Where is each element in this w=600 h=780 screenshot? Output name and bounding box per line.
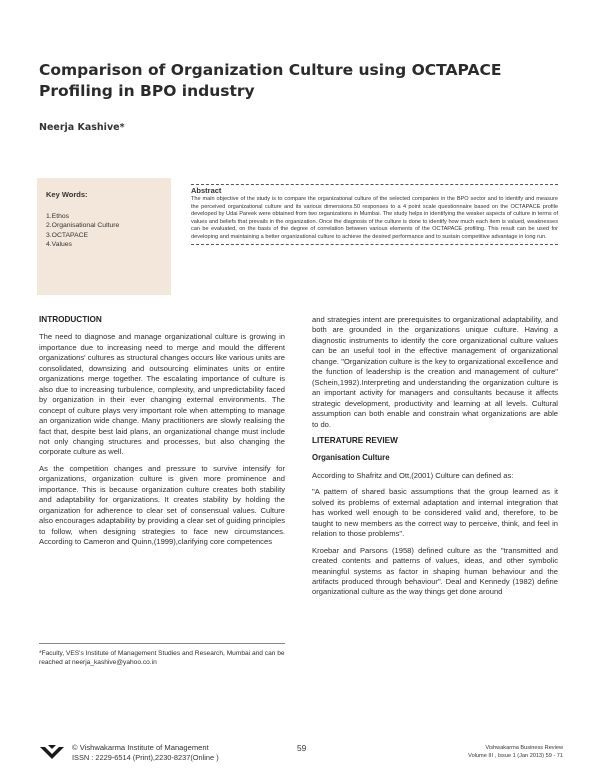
footer-volume-issue: Volume III , Issue 1 (Jan 2013) 59 - 71 [468, 753, 563, 759]
body-paragraph: "A pattern of shared basic assumptions that the group learned as it solved its problems of external adaptation and internal integration that has worked well enough to be considered valid and, therefore, to be taught to new members as the correct way to perceive, think, and feel in relation to those problems". [312, 487, 558, 539]
keyword-item: 3.OCTAPACE [46, 231, 89, 239]
body-paragraph: Kroebar and Parsons (1958) defined culture as the "transmitted and created contents and patterns of values, ideas, and other symbolic meaningful systems as factor in shaping human behaviour and the artifacts produced through behaviour". Deal and Kennedy (1982) define organizational culture as the way things get done around [312, 545, 558, 597]
keywords-heading: Key Words: [46, 190, 88, 199]
keyword-item: 4.Values [46, 241, 72, 249]
body-paragraph: The need to diagnose and manage organizational culture is growing in importance due to increasing need to merge and mould the different organizations' cultures as structural changes occurs like various units are consolidated, downsizing and outsourcing eliminates units or entire organizations merge together. The escalating importance of culture is also due to increasing turbulence, complexity, and unpredictability faced by organization in their ever changing external environments. The concept of culture plays very important role when attempting to manage an organization wide change. Many practitioners are slowly realising the fact that, despite best laid plans, an organizational change must include not only changing structures and processes, but also changing the corporate culture as well. [39, 332, 285, 457]
footnote-rule [39, 643, 285, 644]
footnote [39, 643, 285, 667]
footer-journal-name: Vishwakarma Business Review [485, 745, 563, 751]
keywords-box [37, 178, 171, 295]
footer-organization: © Vishwakarma Institute of Management [72, 743, 209, 752]
author-name: Neerja Kashive* [39, 122, 125, 133]
keyword-item: 2.Organisational Culture [46, 222, 120, 230]
page-footer [0, 737, 600, 777]
institute-logo-icon [39, 743, 65, 761]
right-column [312, 315, 558, 604]
footer-issn: ISSN : 2229-6514 (Print),2230-8237(Online ) [72, 753, 219, 762]
abstract-bottom-rule [191, 244, 558, 245]
introduction-heading: INTRODUCTION [39, 315, 102, 324]
footnote-text: *Faculty, VES's Institute of Management Studies and Research, Mumbai and can be reached at neerja_kashive@yahoo.co.in [39, 650, 285, 666]
abstract-heading: Abstract [191, 186, 222, 195]
abstract-top-rule [191, 184, 558, 185]
paper-title: Comparison of Organization Culture using OCTAPACE Profiling in BPO industry [39, 61, 502, 100]
keyword-item: 1.Ethos [46, 213, 70, 220]
page-number: 59 [297, 743, 307, 753]
abstract-section [191, 184, 558, 245]
left-column [39, 315, 285, 554]
abstract-text: The main objective of the study is to compare the organizational culture of the selected companies in the BPO sector and to identify and measure the perceived organizational culture and its various dimensions.50 responses to a 4 point scale questionnaire based on the OCTAPACE profile developed by Udai Pareek were obtained from two organizations in Mumbai. The study helps in identifying the weaker aspects of culture in terms of values and beliefs that prevails in the organization. Once the diagnosis of the culture is done to identify how much each item is valued, weaknesses can be evaluated, on the basis of the degree of correlation between various elements of the OCTAPACE profiling. This result can be used for developing and maintaining a better organizational culture to achieve the desired performance and to sustain competitive advantage in long run. [191, 196, 558, 240]
literature-review-heading: LITERATURE REVIEW [312, 435, 398, 445]
keywords-list [46, 212, 171, 250]
body-paragraph: As the competition changes and pressure to survive intensify for organizations, organization culture is given more prominence and importance. This is because organization culture creates both stability and adaptability for organizations. It creates stability by holding the organization for adherence to clear set of consensual values. Culture also encourages adaptability by providing a clear set of guiding principles to follow, when designing strategies to face new circumstances. According to Cameron and Quinn,(1999),clarifying core competences [39, 463, 285, 547]
body-paragraph: and strategies intent are prerequisites to organizational adaptability, and both are grounded in the organizations unique culture. Having a diagnostic instruments to identify the core organizational culture values can be an useful tool in the effective management of organizational change. "Organization culture is the key to organizational excellence and the function of leadership is the creation and management of culture" (Schein,1992).Interpreting and understanding the organization culture is an important activity for managers and consultants because it affects strategic development, productivity and learning at all levels. Cultural assumption can both enable and constrain what organizations are able to do. [312, 315, 558, 429]
body-paragraph: According to Shafritz and Ott,(2001) Culture can defined as: [312, 470, 514, 480]
organisation-culture-subheading: Organisation Culture [312, 453, 390, 463]
